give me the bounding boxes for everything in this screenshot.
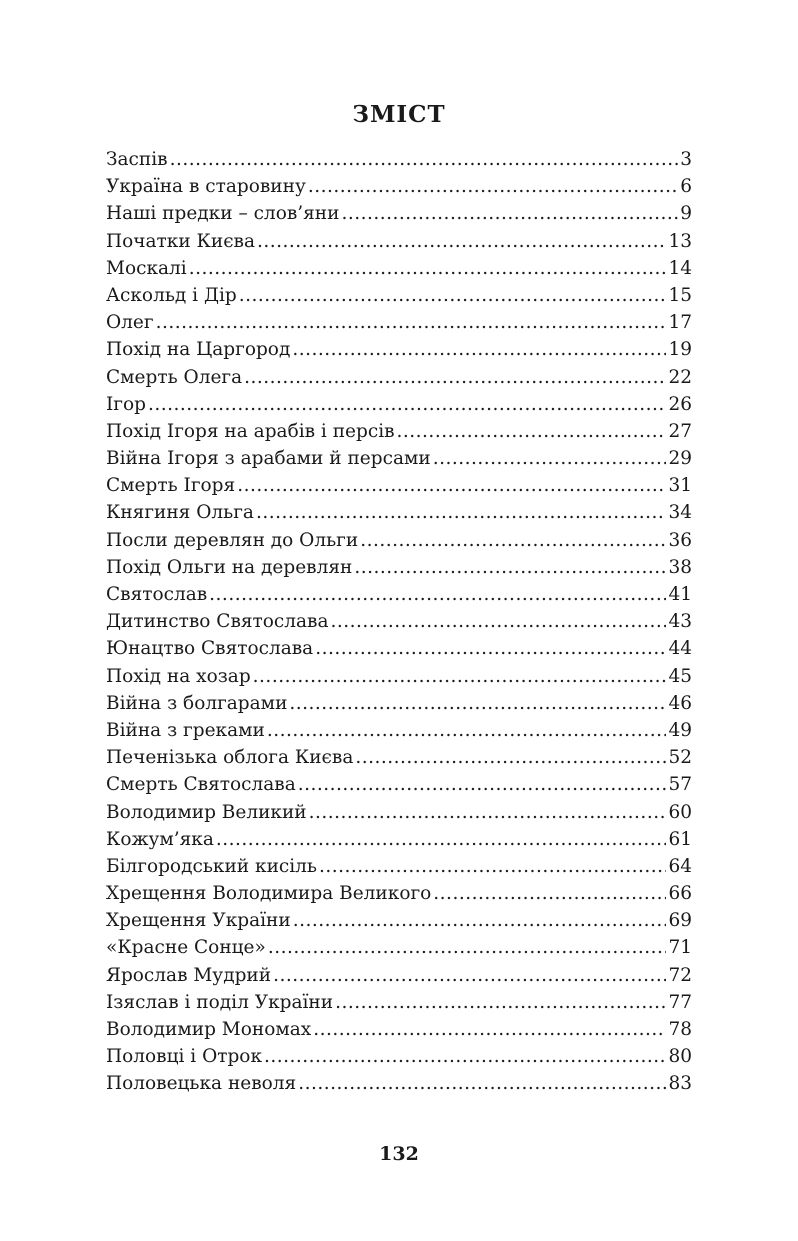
toc-entry (106, 1016, 692, 1043)
toc-entry (106, 282, 692, 309)
toc-entry-page: 45 (668, 665, 692, 687)
toc-entry (106, 173, 692, 200)
toc-entry-title: Володимир Мономах (106, 1019, 312, 1040)
dot-leader (189, 255, 667, 282)
toc-entry (106, 336, 692, 363)
toc-entry-title: Половці і Отрок (106, 1046, 263, 1068)
dot-leader (216, 826, 667, 853)
dot-leader (360, 527, 666, 554)
dot-leader (148, 391, 666, 418)
toc-entry-page: 9 (680, 203, 692, 225)
toc-entry-page: 29 (668, 448, 692, 470)
toc-entry-page: 19 (668, 339, 692, 361)
toc-entry-page: 17 (668, 312, 692, 334)
toc-entry (106, 690, 692, 717)
dot-leader (355, 744, 666, 771)
toc-entry-title: Москалі (106, 257, 187, 279)
dot-leader (319, 853, 666, 880)
toc-entry-title: Печенізька облога Києва (106, 747, 354, 769)
dot-leader (331, 608, 667, 635)
toc-entry-page: 41 (668, 584, 692, 605)
toc-entry (106, 663, 692, 690)
toc-entry-page: 15 (668, 284, 692, 306)
dot-leader (170, 146, 679, 173)
toc-entry (106, 391, 692, 418)
dot-leader (309, 799, 667, 826)
toc-entry-page: 26 (668, 393, 692, 415)
dot-leader (308, 173, 678, 200)
toc-entry (106, 472, 692, 499)
toc-entry-page: 27 (668, 420, 692, 442)
toc-entry (106, 907, 692, 934)
page-title: ЗМІСТ (352, 101, 446, 128)
toc-entry-page: 80 (668, 1046, 692, 1068)
toc-entry (106, 717, 692, 744)
toc-entry-page: 69 (668, 910, 692, 932)
toc-entry (106, 499, 692, 526)
toc-entry-page: 72 (668, 964, 692, 986)
toc-entry (106, 581, 692, 608)
dot-leader (313, 1016, 666, 1043)
dot-leader (289, 690, 666, 717)
toc-entry-page: 44 (668, 638, 692, 660)
toc-entry-page: 61 (668, 828, 692, 850)
toc-entry-page: 52 (668, 747, 692, 769)
toc-entry-page: 6 (680, 176, 692, 198)
toc-entry-page: 60 (668, 801, 692, 823)
table-of-contents (106, 146, 692, 1098)
dot-leader (293, 907, 667, 934)
toc-entry-title: Похід на хозар (106, 665, 251, 687)
toc-entry (106, 255, 692, 282)
toc-entry (106, 771, 692, 798)
dot-leader (209, 581, 666, 608)
toc-entry-page: 64 (668, 855, 692, 877)
dot-leader (298, 771, 667, 798)
toc-entry (106, 309, 692, 336)
dot-leader (156, 309, 667, 336)
dot-leader (292, 336, 666, 363)
toc-entry-page: 49 (668, 719, 692, 741)
toc-entry-page: 57 (668, 774, 692, 796)
toc-entry-page: 13 (668, 230, 692, 252)
dot-leader (264, 1043, 666, 1070)
toc-entry (106, 445, 692, 472)
toc-entry-page: 46 (668, 692, 692, 714)
toc-entry (106, 853, 692, 880)
dot-leader (397, 418, 667, 445)
dot-leader (256, 499, 667, 526)
toc-entry-page: 43 (668, 611, 692, 633)
toc-entry (106, 826, 692, 853)
toc-entry-title: Посли деревлян до Ольги (106, 529, 359, 551)
toc-entry-page: 22 (668, 366, 692, 388)
toc-entry-page: 83 (668, 1073, 692, 1095)
dot-leader (354, 554, 666, 581)
dot-leader (315, 635, 666, 662)
toc-entry (106, 228, 692, 255)
toc-entry (106, 608, 692, 635)
toc-entry-title: Війна Ігоря з арабами й персами (106, 448, 431, 470)
dot-leader (244, 364, 666, 391)
toc-entry-title: Ігор (106, 393, 146, 415)
toc-entry (106, 934, 692, 961)
toc-entry (106, 1070, 692, 1097)
toc-entry-title: Заспів (106, 149, 168, 170)
toc-entry-page: 31 (668, 475, 692, 497)
toc-entry (106, 1043, 692, 1070)
toc-entry (106, 200, 692, 227)
toc-entry-page: 38 (668, 556, 692, 578)
toc-entry (106, 989, 692, 1016)
dot-leader (273, 962, 666, 989)
toc-entry-title: Ярослав Мудрий (106, 964, 272, 986)
toc-entry-title: Війна з болгарами (106, 692, 288, 714)
toc-entry (106, 146, 692, 173)
dot-leader (433, 880, 666, 907)
toc-entry (106, 527, 692, 554)
toc-entry-page: 71 (668, 937, 692, 959)
toc-entry-title: Смерть Ігоря (106, 475, 236, 497)
toc-entry (106, 880, 692, 907)
toc-entry-page: 78 (668, 1019, 692, 1040)
dot-leader (253, 663, 667, 690)
toc-entry (106, 418, 692, 445)
dot-leader (237, 472, 666, 499)
toc-entry-title: Початки Києва (106, 230, 255, 252)
toc-entry-title: Володимир Великий (106, 801, 307, 823)
toc-entry-title: Смерть Святослава (106, 774, 296, 796)
toc-entry (106, 962, 692, 989)
toc-entry-title: Хрещення України (106, 910, 291, 932)
dot-leader (298, 1070, 666, 1097)
toc-entry-title: Юнацтво Святослава (106, 638, 314, 660)
toc-entry-title: Наші предки – слов’яни (106, 203, 340, 225)
toc-entry-title: Половецька неволя (106, 1073, 297, 1095)
dot-leader (341, 200, 678, 227)
toc-entry-title: Україна в старовину (106, 176, 306, 198)
dot-leader (433, 445, 667, 472)
toc-entry-title: «Красне Сонце» (106, 937, 266, 959)
toc-entry (106, 799, 692, 826)
toc-entry-page: 36 (668, 529, 692, 551)
toc-entry-title: Похід Ігоря на арабів і персів (106, 420, 395, 442)
toc-entry (106, 554, 692, 581)
toc-entry-page: 3 (680, 149, 692, 170)
toc-entry-title: Кожум’яка (106, 828, 214, 850)
toc-entry-title: Похід Ольги на деревлян (106, 556, 353, 578)
toc-entry-title: Похід на Царгород (106, 339, 291, 361)
dot-leader (267, 717, 667, 744)
toc-entry-title: Хрещення Володимира Великого (106, 883, 432, 905)
page-number: 132 (379, 1143, 419, 1165)
toc-entry-title: Дитинство Святослава (106, 611, 329, 633)
toc-entry-page: 77 (668, 991, 692, 1013)
toc-entry-title: Княгиня Ольга (106, 502, 254, 524)
toc-entry (106, 635, 692, 662)
toc-entry-title: Ізяслав і поділ України (106, 991, 334, 1013)
toc-entry-title: Святослав (106, 584, 208, 605)
toc-entry (106, 364, 692, 391)
toc-entry-page: 34 (668, 502, 692, 524)
toc-entry (106, 744, 692, 771)
toc-entry-page: 66 (668, 883, 692, 905)
toc-entry-page: 14 (668, 257, 692, 279)
dot-leader (335, 989, 666, 1016)
toc-entry-title: Аскольд і Дір (106, 284, 237, 306)
dot-leader (257, 228, 666, 255)
dot-leader (268, 934, 667, 961)
dot-leader (239, 282, 667, 309)
toc-entry-title: Білгородський кисіль (106, 855, 317, 877)
toc-entry-title: Олег (106, 312, 154, 334)
toc-entry-title: Війна з греками (106, 719, 265, 741)
toc-entry-title: Смерть Олега (106, 366, 243, 388)
